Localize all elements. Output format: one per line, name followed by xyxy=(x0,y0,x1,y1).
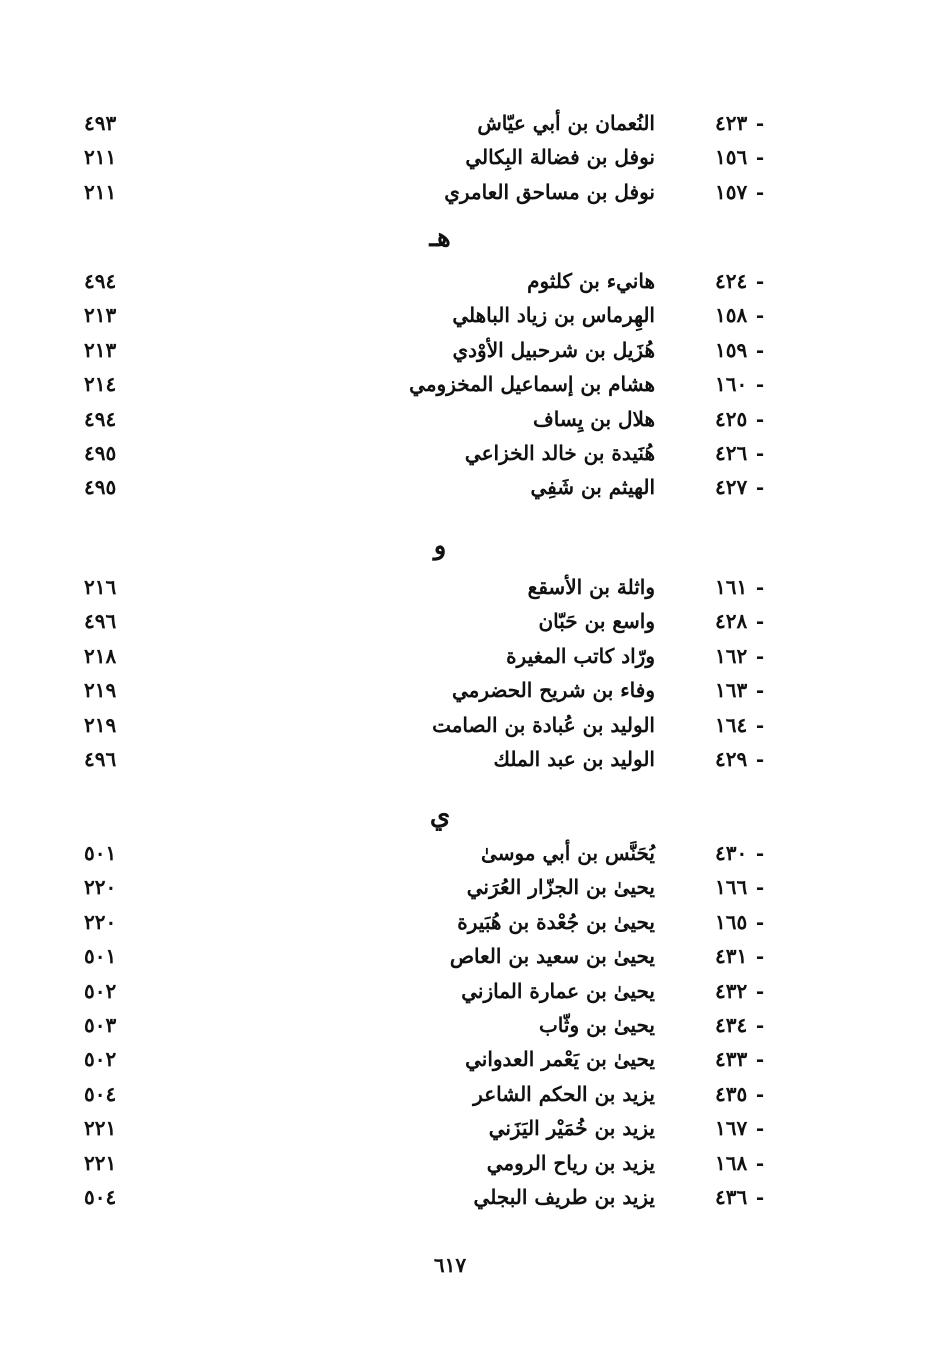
entry-dash: - xyxy=(755,337,765,362)
entry-name: يحيىٰ بن وثّاب xyxy=(538,1013,655,1037)
section-letter: و xyxy=(433,531,447,561)
entry-dash: - xyxy=(755,1150,765,1175)
entry-name: النُعمان بن أبي عيّاش xyxy=(477,111,655,135)
entry-dash: - xyxy=(755,1047,765,1072)
entry-name: يزيد بن الحكم الشاعر xyxy=(473,1081,655,1106)
entry-name: هُنَيدة بن خالد الخزاعي xyxy=(464,441,655,465)
entry-dash: - xyxy=(755,179,765,204)
entry-dash: - xyxy=(755,678,765,703)
entry-name: يحيىٰ بن عمارة المازني xyxy=(461,978,655,1003)
entry-dash: - xyxy=(755,269,765,293)
entry-page-ref: ٢١٣ xyxy=(84,303,117,328)
entry-dash: - xyxy=(755,111,765,135)
entry-dash: - xyxy=(755,643,765,668)
index-entry xyxy=(0,1180,933,1214)
index-entry xyxy=(0,1008,933,1042)
entry-page-ref: ٥٠١ xyxy=(84,944,117,969)
index-entry xyxy=(0,1077,933,1111)
index-entry xyxy=(0,1042,933,1076)
entry-dash: - xyxy=(755,372,765,397)
entry-name: هلال بن يِساف xyxy=(533,406,655,431)
page-number: ٦١٧ xyxy=(433,1253,467,1277)
entry-page-ref: ٥٠١ xyxy=(84,841,117,865)
entry-name: نوفل بن مساحق العامري xyxy=(444,179,655,204)
entry-page-ref: ٤٩٦ xyxy=(84,747,117,771)
entry-dash: - xyxy=(755,1013,765,1037)
index-entry xyxy=(0,264,933,298)
entry-name: هشام بن إسماعيل المخزومي xyxy=(409,372,655,397)
entry-number: ١٦٧ xyxy=(715,1116,748,1141)
entry-page-ref: ٢١٩ xyxy=(84,712,117,737)
index-entry xyxy=(0,708,933,742)
entry-page-ref: ٥٠٤ xyxy=(84,1185,117,1209)
entry-dash: - xyxy=(755,1081,765,1106)
entry-dash: - xyxy=(755,1185,765,1209)
entry-dash: - xyxy=(755,441,765,465)
entry-page-ref: ٥٠٤ xyxy=(84,1081,117,1106)
entry-number: ٤٣٣ xyxy=(715,1047,748,1072)
index-entry xyxy=(0,1111,933,1145)
entry-number: ١٥٨ xyxy=(715,303,748,328)
entry-dash: - xyxy=(755,909,765,934)
entry-number: ١٦٥ xyxy=(715,909,748,934)
entry-page-ref: ٤٩٥ xyxy=(84,441,117,465)
entry-number: ١٦٠ xyxy=(715,372,748,397)
entry-name: ورّاد كاتب المغيرة xyxy=(506,643,655,668)
section-letter: هـ xyxy=(429,223,451,253)
entry-number: ١٥٧ xyxy=(715,179,748,204)
entry-dash: - xyxy=(755,747,765,771)
entry-dash: - xyxy=(755,841,765,865)
index-entry xyxy=(0,367,933,401)
entry-name: واسع بن حَبّان xyxy=(538,609,655,634)
entry-name: الوليد بن عبد الملك xyxy=(493,747,655,771)
index-entry xyxy=(0,604,933,638)
entry-number: ٤٣٥ xyxy=(715,1081,748,1106)
entry-page-ref: ٥٠٣ xyxy=(84,1013,117,1037)
entry-name: نوفل بن فضالة البِكالي xyxy=(465,145,655,170)
index-entry xyxy=(0,470,933,504)
entry-number: ٤٣١ xyxy=(715,944,748,969)
entry-number: ١٦٦ xyxy=(715,875,748,900)
entry-page-ref: ٥٠٢ xyxy=(84,1047,117,1072)
entry-number: ١٦٤ xyxy=(715,712,748,737)
index-entry xyxy=(0,870,933,904)
entry-dash: - xyxy=(755,1116,765,1141)
index-entry xyxy=(0,1146,933,1180)
entry-name: هُزَيل بن شرحبيل الأوْدي xyxy=(452,337,655,362)
entry-name: وفاء بن شريح الحضرمي xyxy=(452,678,655,703)
entry-page-ref: ٤٩٦ xyxy=(84,609,117,634)
entry-number: ١٦٣ xyxy=(715,678,748,703)
entry-number: ٤٣٤ xyxy=(715,1013,748,1037)
index-entry xyxy=(0,298,933,332)
entry-number: ١٦٢ xyxy=(715,643,748,668)
index-entry xyxy=(0,673,933,707)
entry-number: ١٦١ xyxy=(715,575,748,599)
entry-dash: - xyxy=(755,406,765,431)
entry-dash: - xyxy=(755,712,765,737)
index-entry xyxy=(0,939,933,973)
index-entry xyxy=(0,905,933,939)
entry-number: ٤٢٣ xyxy=(715,111,748,135)
entry-name: يُحَنَّس بن أبي موسىٰ xyxy=(481,841,655,865)
entry-page-ref: ٤٩٤ xyxy=(84,269,117,293)
entry-name: يزيد بن طريف البجلي xyxy=(473,1185,655,1209)
entry-name: يحيىٰ بن الجزّار العُرَني xyxy=(466,875,655,900)
entry-page-ref: ٢١٤ xyxy=(84,372,117,397)
index-entry xyxy=(0,742,933,776)
index-entry xyxy=(0,836,933,870)
entry-name: الهيثم بن شَفِي xyxy=(530,475,655,500)
entry-name: يحيىٰ بن جُعْدة بن هُبَيرة xyxy=(457,909,655,934)
entry-dash: - xyxy=(755,303,765,328)
index-entry xyxy=(0,106,933,140)
entry-name: هانيء بن كلثوم xyxy=(527,269,655,293)
section-letter: ي xyxy=(429,801,451,831)
entry-number: ٤٢٨ xyxy=(715,609,748,634)
entry-name: يزيد بن رياح الرومي xyxy=(486,1150,655,1175)
entry-number: ٤٢٦ xyxy=(715,441,748,465)
entry-dash: - xyxy=(755,875,765,900)
entry-number: ٤٢٧ xyxy=(715,475,748,500)
entry-page-ref: ٢١٨ xyxy=(84,643,117,668)
index-entry xyxy=(0,333,933,367)
entry-page-ref: ٢٢١ xyxy=(84,1150,117,1175)
entry-page-ref: ٢٢٠ xyxy=(84,909,117,934)
entry-dash: - xyxy=(755,978,765,1003)
index-entry xyxy=(0,639,933,673)
entry-page-ref: ٤٩٤ xyxy=(84,406,117,431)
entry-name: واثلة بن الأسقع xyxy=(527,575,655,599)
entry-dash: - xyxy=(755,944,765,969)
index-entry xyxy=(0,436,933,470)
entry-page-ref: ٢١٦ xyxy=(84,575,117,599)
index-entry xyxy=(0,140,933,174)
entry-name: الوليد بن عُبادة بن الصامت xyxy=(432,712,655,737)
entry-dash: - xyxy=(755,145,765,170)
entry-name: الهِرماس بن زياد الباهلي xyxy=(452,303,655,328)
entry-number: ٤٢٥ xyxy=(715,406,748,431)
entry-number: ٤٣٦ xyxy=(715,1185,748,1209)
entry-page-ref: ٢٢٠ xyxy=(84,875,117,900)
entry-dash: - xyxy=(755,575,765,599)
entry-number: ١٥٩ xyxy=(715,337,748,362)
index-entry xyxy=(0,402,933,436)
index-entry xyxy=(0,175,933,209)
entry-number: ٤٣٢ xyxy=(715,978,748,1003)
entry-page-ref: ٢١٩ xyxy=(84,678,117,703)
entry-name: يحيىٰ بن سعيد بن العاص xyxy=(449,944,655,969)
entry-name: يزيد بن خُمَيْر اليَزَني xyxy=(488,1116,655,1141)
entry-page-ref: ٢١١ xyxy=(84,179,117,204)
index-entry xyxy=(0,570,933,604)
entry-number: ٤٢٩ xyxy=(715,747,748,771)
entry-page-ref: ٤٩٣ xyxy=(84,111,117,135)
entry-dash: - xyxy=(755,609,765,634)
entry-page-ref: ٢٢١ xyxy=(84,1116,117,1141)
entry-page-ref: ٢١٣ xyxy=(84,337,117,362)
entry-page-ref: ٥٠٢ xyxy=(84,978,117,1003)
entry-number: ٤٢٤ xyxy=(715,269,748,293)
entry-page-ref: ٢١١ xyxy=(84,145,117,170)
entry-dash: - xyxy=(755,475,765,500)
entry-name: يحيىٰ بن يَعْمر العدواني xyxy=(465,1047,655,1072)
entry-page-ref: ٤٩٥ xyxy=(84,475,117,500)
entry-number: ١٥٦ xyxy=(715,145,748,170)
entry-number: ١٦٨ xyxy=(715,1150,748,1175)
entry-number: ٤٣٠ xyxy=(715,841,748,865)
index-entry xyxy=(0,974,933,1008)
